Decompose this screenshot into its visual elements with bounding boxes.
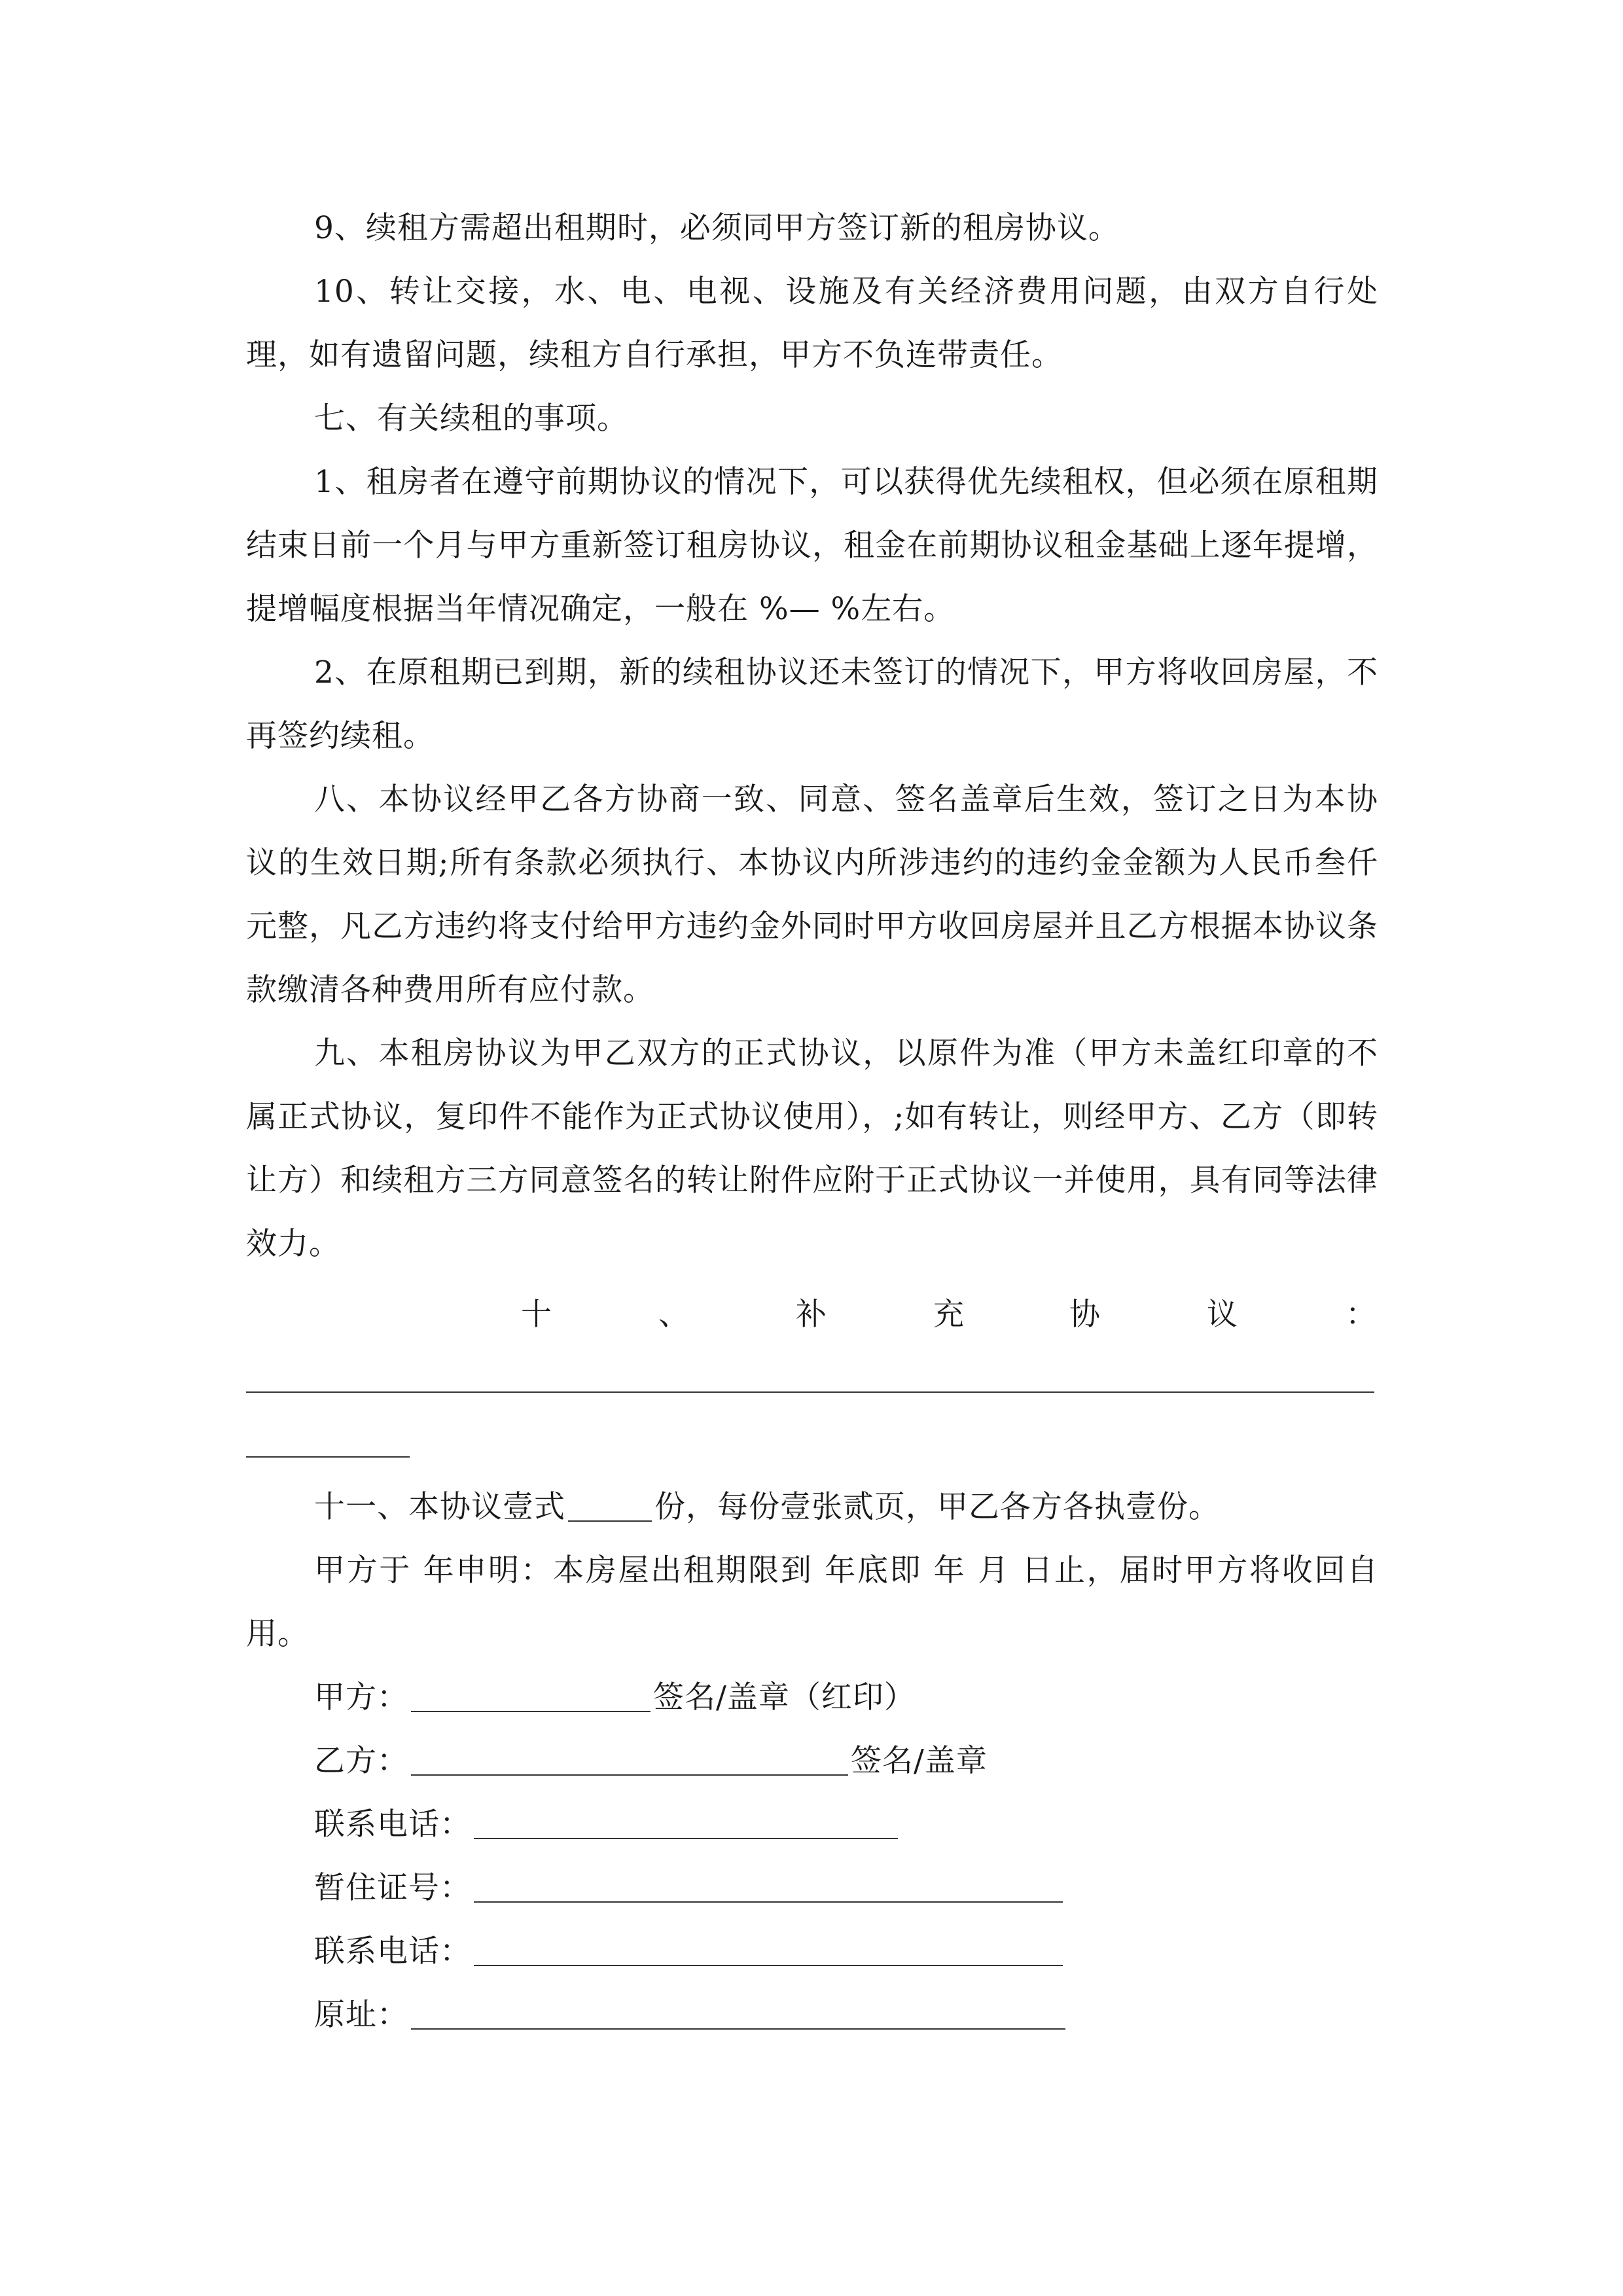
body-text-upper [246,196,1378,1276]
body-text-lower [246,1475,1378,1666]
clause-seven-2: 2、在原租期已到期，新的续租协议还未签订的情况下，甲方将收回房屋，不再签约续租。 [246,655,1378,754]
section-eleven: 十一、本协议壹式 份，每份壹张贰页，甲乙各方各执壹份。 [314,1489,1220,1525]
phone-blank-2 [474,1945,1063,1966]
heading-char: ： [1346,1297,1376,1333]
party-a-line: 甲方： 签名/盖章（红印） [314,1679,916,1715]
phone-blank-1 [474,1818,898,1839]
section-seven-heading: 七、有关续租的事项。 [314,401,628,437]
address-line: 原址： [314,1983,1068,2047]
party-b-blank [411,1755,848,1776]
heading-char: 协 [1069,1297,1100,1333]
clause-10: 10、转让交接，水、电、电视、设施及有关经济费用问题，由双方自行处理，如有遗留问题，续租方自行承担，甲方不负连带责任。 [246,274,1378,373]
clause-seven-1: 1、租房者在遵守前期协议的情况下，可以获得优先续租权，但必须在原租期结束日前一个月与甲方重新签订租房协议，租金在前期协议租金基础上逐年提增，提增幅度根据当年情况确定，一般在 %— %左右。 [246,464,1378,627]
permit-blank [474,1882,1063,1903]
phone-line-2: 联系电话： [314,1920,1065,1983]
permit-line: 暂住证号： [314,1856,1065,1920]
party-b-line: 乙方： 签名/盖章 [314,1743,988,1779]
supplement-blank-line-short [246,1456,410,1458]
heading-char: 、 [658,1297,689,1333]
address-blank [411,2009,1065,2030]
section-eight: 八、本协议经甲乙各方协商一致、同意、签名盖章后生效，签订之日为本协议的生效日期;所有条款必须执行、本协议内所涉违约的违约金金额为人民币叁仟元整，凡乙方违约将支付给甲方违约金外同时甲方收回房屋并且乙方根据本协议条款缴清各种费用所有应付款。 [246,781,1378,1008]
supplement-blank-line [246,1391,1374,1393]
section-ten-heading [246,1283,1378,1346]
phone-line-1: 联系电话： [314,1793,901,1856]
clause-9: 9、续租方需超出租期时，必须同甲方签订新的租房协议。 [314,210,1120,246]
section-nine: 九、本租房协议为甲乙双方的正式协议，以原件为准（甲方未盖红印章的不属正式协议，复印件不能作为正式协议使用），;如有转让，则经甲方、乙方（即转让方）和续租方三方同意签名的转让附件应附于正式协议一并使用，具有同等法律效力。 [246,1035,1378,1262]
declaration: 甲方于 年申明：本房屋出租期限到 年底即 年 月 日止，届时甲方将收回自用。 [246,1552,1378,1652]
heading-char: 充 [933,1297,964,1333]
heading-char: 十 [521,1297,552,1333]
copies-blank [568,1501,652,1522]
heading-char: 补 [796,1297,827,1333]
heading-char: 议 [1207,1297,1238,1333]
party-a-blank [411,1691,651,1712]
